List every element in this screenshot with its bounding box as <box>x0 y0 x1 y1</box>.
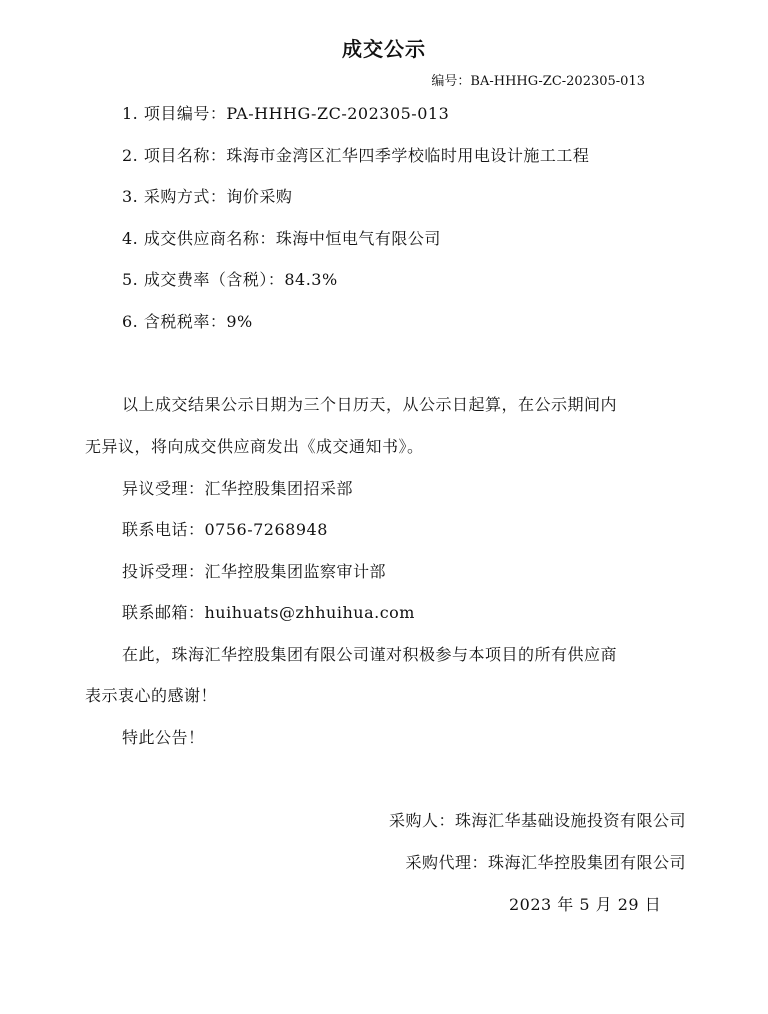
agent-signature: 采购代理：珠海汇华控股集团有限公司 <box>405 853 686 872</box>
publication-date: 2023 年 5 月 29 日 <box>509 895 662 914</box>
item-supplier-name: 4. 成交供应商名称：珠海中恒电气有限公司 <box>122 229 441 248</box>
item-project-number: 1. 项目编号：PA-HHHG-ZC-202305-013 <box>122 104 450 123</box>
thanks-line-2: 表示衷心的感谢！ <box>85 686 218 705</box>
page-title: 成交公示 <box>342 37 426 61</box>
objection-contact: 异议受理：汇华控股集团招采部 <box>122 479 354 498</box>
complaint-contact: 投诉受理：汇华控股集团监察审计部 <box>122 562 387 581</box>
item-project-name: 2. 项目名称：珠海市金湾区汇华四季学校临时用电设计施工工程 <box>122 146 590 165</box>
notice-line-2: 无异议，将向成交供应商发出《成交通知书》。 <box>85 437 424 456</box>
phone-contact: 联系电话：0756-7268948 <box>122 520 328 539</box>
document-number: 编号：BA-HHHG-ZC-202305-013 <box>431 74 645 89</box>
closing-statement: 特此公告！ <box>122 728 205 747</box>
thanks-line-1: 在此，珠海汇华控股集团有限公司谨对积极参与本项目的所有供应商 <box>122 645 618 664</box>
purchaser-signature: 采购人：珠海汇华基础设施投资有限公司 <box>388 811 686 830</box>
email-contact: 联系邮箱：huihuats@zhhuihua.com <box>122 603 415 622</box>
item-fee-rate: 5. 成交费率（含税）：84.3% <box>122 270 338 289</box>
item-procurement-method: 3. 采购方式：询价采购 <box>122 187 293 206</box>
notice-line-1: 以上成交结果公示日期为三个日历天，从公示日起算，在公示期间内 <box>122 395 618 414</box>
item-tax-rate: 6. 含税税率：9% <box>122 312 253 331</box>
